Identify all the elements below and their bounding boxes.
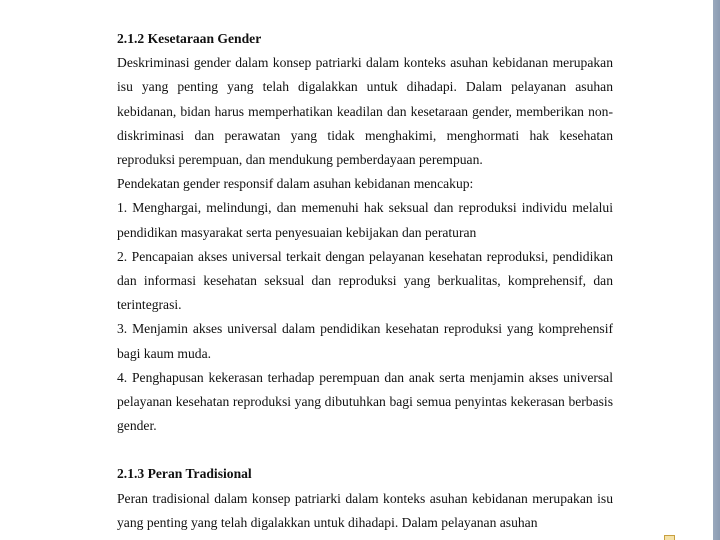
paragraph-peran-tradisional: Peran tradisional dalam konsep patriarki dalam konteks asuhan kebidanan merupakan isu yang penting yang telah digalakkan untuk dihadapi. Dalam pelayanan asuhan [117, 490, 613, 530]
heading-title: Kesetaraan Gender [147, 31, 262, 46]
heading-title: Peran Tradisional [147, 466, 252, 482]
list-item-1: 1. Menghargai, melindungi, dan memenuhi hak seksual dan reproduksi individu melalui pendidikan masyarakat serta penyesuaian kebijakan dan peraturan [117, 200, 613, 240]
paragraph-pendekatan-intro: Pendekatan gender responsif dalam asuhan kebidanan mencakup: [117, 176, 474, 192]
paragraph-spacer [117, 438, 613, 462]
page-corner-marker-icon [664, 535, 675, 540]
list-item-2: 2. Pencapaian akses universal terkait dengan pelayanan kesehatan reproduksi, pendidikan dan informasi kesehatan seksual dan reproduksi yang berkualitas, komprehensif, dan terintegrasi. [117, 248, 613, 313]
document-body[interactable] [117, 27, 613, 535]
section-heading-kesetaraan-gender [117, 27, 613, 51]
heading-number: 2.1.2 [117, 31, 145, 46]
list-item-4: 4. Penghapusan kekerasan terhadap perempuan dan anak serta menjamin akses universal pelayanan kesehatan reproduksi yang dibutuhkan bagi semua penyintas kekerasan berbasis gender. [117, 369, 613, 434]
paragraph-deskriminasi: Deskriminasi gender dalam konsep patriarki dalam konteks asuhan kebidanan merupakan isu yang penting yang telah digalakkan untuk dihadapi. Dalam pelayanan asuhan kebidanan, bidan harus memperhatikan keadilan dan kesetaraan gender, memberikan non-diskriminasi dan perawatan yang tidak menghakimi, menghormati hak kesehatan reproduksi perempuan, dan mendukung pemberdayaan perempuan. [117, 55, 613, 167]
heading-number: 2.1.3 [117, 466, 145, 482]
list-item-3: 3. Menjamin akses universal dalam pendidikan kesehatan reproduksi yang komprehensif bagi kaum muda. [117, 321, 613, 361]
workspace-gutter [713, 0, 720, 540]
section-heading-peran-tradisional [117, 462, 613, 486]
